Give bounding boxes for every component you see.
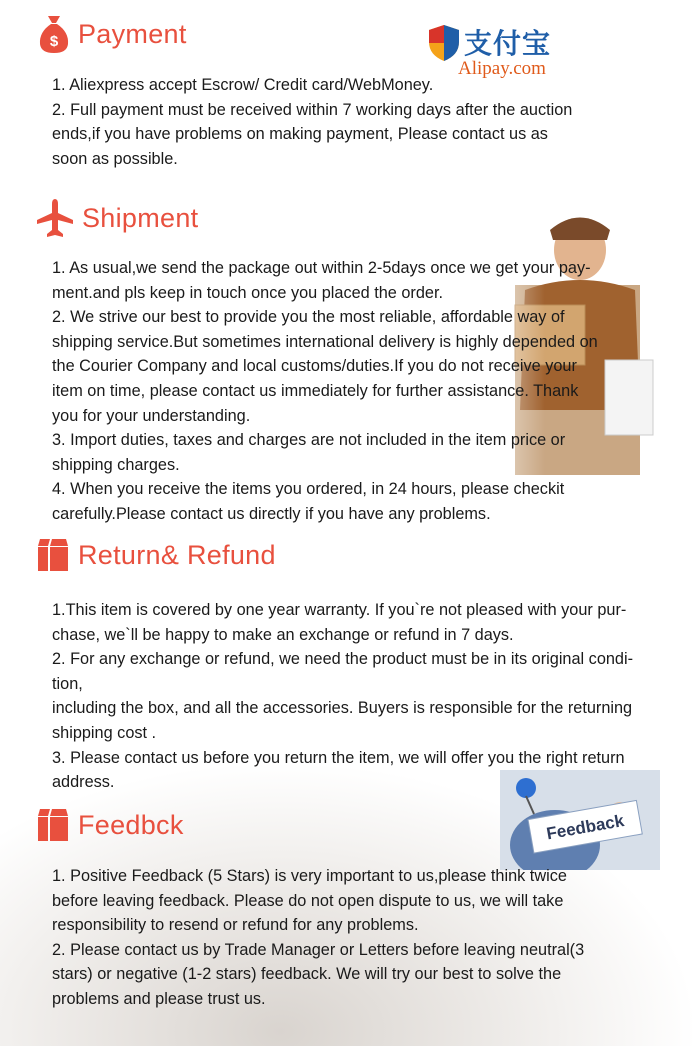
shipment-line: shipping service.But sometimes international delivery is highly depended on: [52, 332, 598, 351]
shipment-text: [52, 256, 598, 527]
shipment-line: 3. Import duties, taxes and charges are not included in the item price or: [52, 431, 566, 450]
feedback-title: Feedbck: [78, 809, 184, 840]
payment-title: Payment: [78, 18, 187, 49]
refund-line: tion,: [52, 674, 83, 693]
shipment-line: 1. As usual,we send the package out within 2-5days once we get your pay-: [52, 259, 591, 277]
shipment-header: [36, 198, 198, 238]
feedback-line: responsibility to resend or refund for any problems.: [52, 916, 419, 935]
feedback-line: before leaving feedback. Please do not open dispute to us, we will take: [52, 891, 564, 910]
money-bag-icon: [38, 14, 70, 54]
shield-icon: [428, 24, 460, 62]
shipment-line: carefully.Please contact us directly if you have any problems.: [52, 504, 491, 523]
shipment-title: Shipment: [82, 202, 199, 233]
shipment-line: you for your understanding.: [52, 406, 251, 425]
shipment-line: shipping charges.: [52, 455, 180, 474]
feedback-text: [52, 864, 584, 1012]
feedback-line: stars) or negative (1-2 stars) feedback. We will try our best to solve the: [52, 965, 562, 984]
refund-header: [36, 537, 276, 573]
payment-line: 2. Full payment must be received within 7 working days after the auction: [52, 100, 573, 119]
shipment-line: 4. When you receive the items you ordered, in 24 hours, please checkit: [52, 480, 565, 499]
refund-title: Return& Refund: [78, 539, 276, 570]
airplane-icon: [36, 198, 74, 238]
box-icon: [36, 537, 70, 573]
feedback-line: 2. Please contact us by Trade Manager or Letters before leaving neutral(3: [52, 940, 585, 959]
feedback-header: [36, 807, 184, 843]
svg-text:$: $: [49, 33, 59, 50]
box-icon: [36, 807, 70, 843]
refund-line: address.: [52, 773, 115, 792]
payment-header: [38, 14, 187, 54]
payment-line: 1. Aliexpress accept Escrow/ Credit card/WebMoney.: [52, 76, 434, 94]
refund-line: chase, we`ll be happy to make an exchange or refund in 7 days.: [52, 625, 514, 644]
feedback-card-image: [500, 770, 660, 870]
feedback-card-label: Feedback: [544, 811, 626, 844]
shipment-line: 2. We strive our best to provide you the most reliable, affordable way of: [52, 308, 565, 327]
payment-line: ends,if you have problems on making payment, Please contact us as: [52, 125, 548, 144]
refund-line: 3. Please contact us before you return the item, we will offer you the right return: [52, 748, 625, 767]
payment-line: soon as possible.: [52, 149, 178, 168]
feedback-line: 1. Positive Feedback (5 Stars) is very important to us,please think twice: [52, 867, 567, 885]
refund-line: 1.This item is covered by one year warranty. If you`re not pleased with your pur-: [52, 601, 627, 619]
refund-line: 2. For any exchange or refund, we need the product must be in its original condi-: [52, 650, 634, 669]
alipay-cn-text: 支付宝: [464, 27, 552, 60]
shipment-line: ment.and pls keep in touch once you placed the order.: [52, 283, 444, 302]
payment-text: [52, 73, 572, 171]
feedback-line: problems and please trust us.: [52, 989, 266, 1008]
alipay-en-text: Alipay.com: [458, 58, 546, 79]
refund-line: including the box, and all the accessories. Buyers is responsible for the returning: [52, 699, 633, 718]
shipment-line: item on time, please contact us immediately for further assistance. Thank: [52, 381, 579, 400]
refund-line: shipping cost .: [52, 723, 157, 742]
refund-text: [52, 598, 633, 795]
shipment-line: the Courier Company and local customs/duties.If you do not receive your: [52, 357, 577, 376]
